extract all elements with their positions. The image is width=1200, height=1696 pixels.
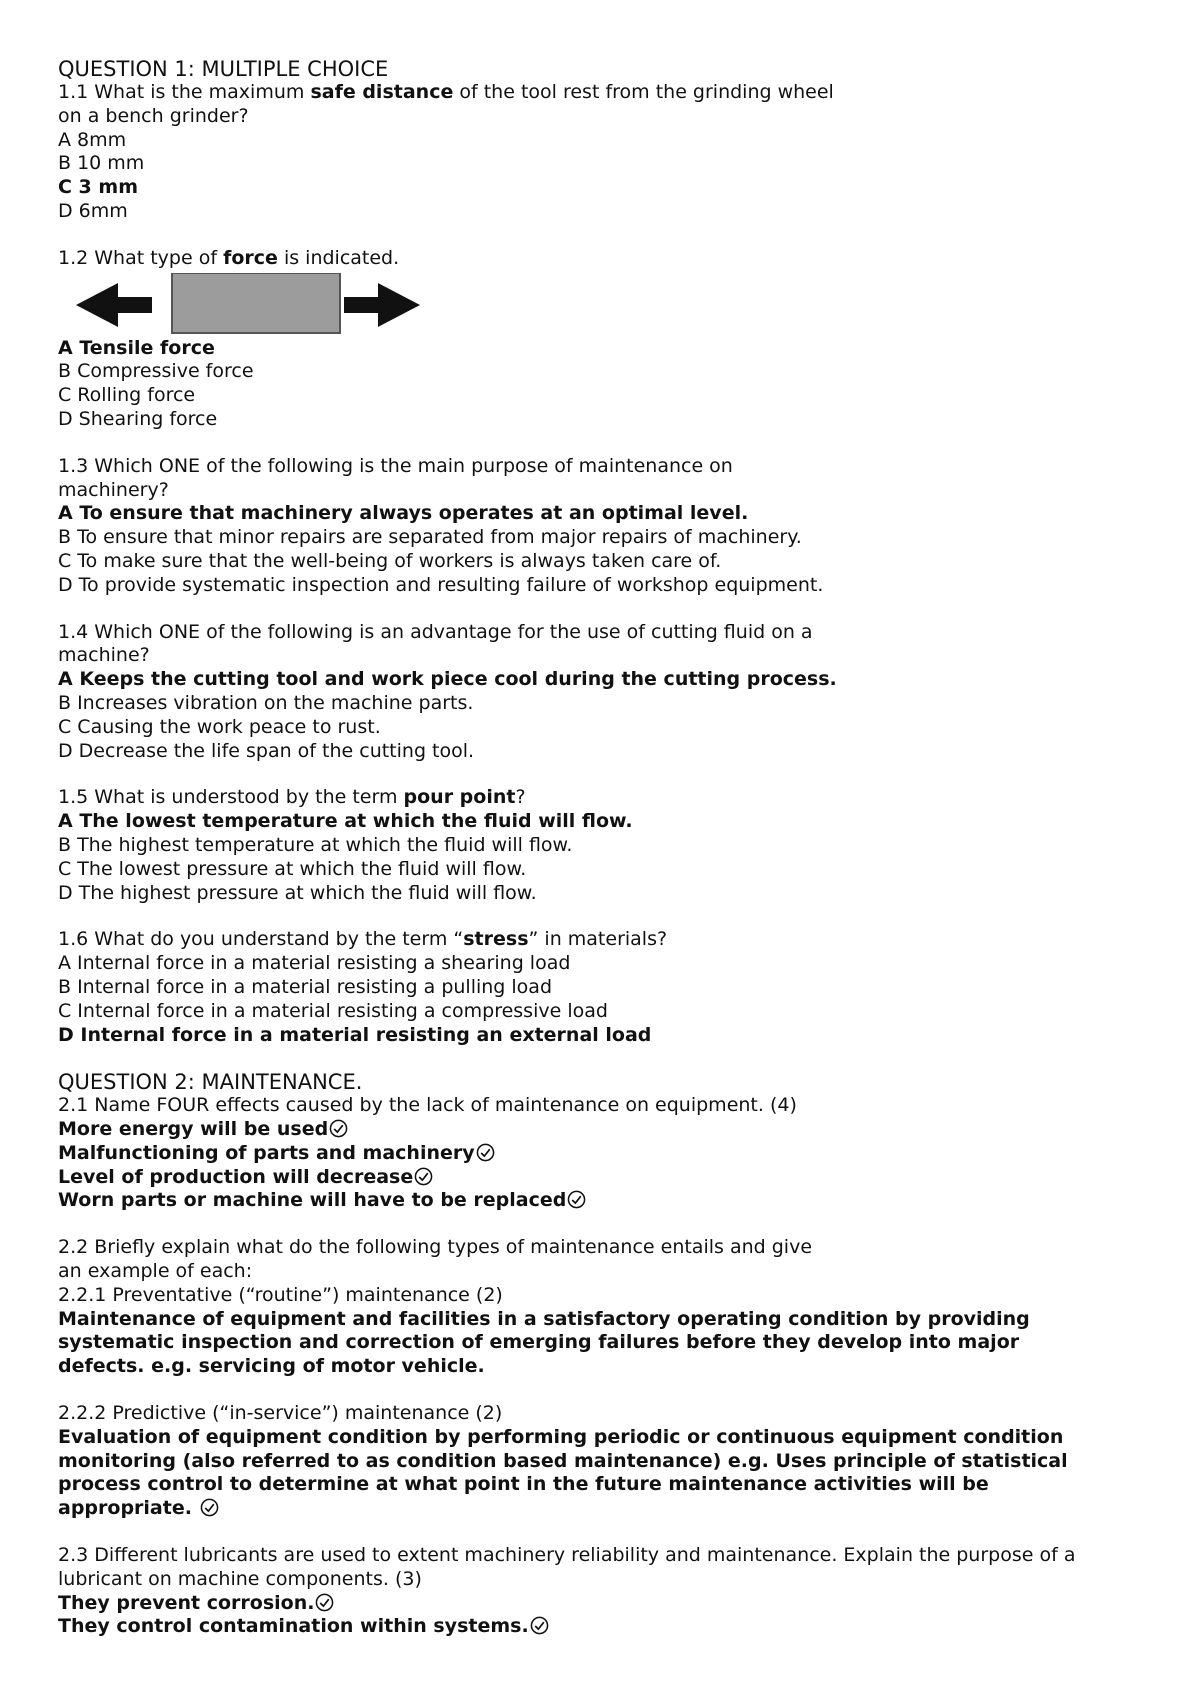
q2-3-answer: They control contamination within systems. (58, 1615, 1158, 1639)
left-arrow-icon (76, 283, 152, 327)
q1-4-option-d: D Decrease the life span of the cutting tool. (58, 739, 475, 762)
q2-2-1-stem: 2.2.1 Preventative (“routine”) maintenance (2) (58, 1283, 503, 1306)
q2-1-stem: 2.1 Name FOUR effects caused by the lack of maintenance on equipment. (4) (58, 1094, 797, 1117)
q2-2-2-answer-line: process control to determine at what point in the future maintenance activities will be (58, 1473, 989, 1496)
q1-3-option-a-correct: A To ensure that machinery always operates at an optimal level. (58, 502, 749, 525)
q2-2-2-answer-line: appropriate. (58, 1497, 1158, 1521)
q2-heading: QUESTION 2: MAINTENANCE. (58, 1070, 363, 1095)
tensile-force-diagram (76, 273, 436, 337)
q1-6-stem: 1.6 What do you understand by the term “stress” in materials? (58, 928, 668, 951)
check-mark-icon (476, 1143, 495, 1162)
q1-2-option-a-correct: A Tensile force (58, 336, 215, 359)
q1-1-stem-line2: on a bench grinder? (58, 104, 249, 127)
q2-3-stem-line2: lubricant on machine components. (3) (58, 1567, 422, 1590)
q2-1-answer: Malfunctioning of parts and machinery (58, 1142, 1158, 1166)
q1-2-option-d: D Shearing force (58, 407, 218, 430)
q2-3-answer: They prevent corrosion. (58, 1592, 1158, 1616)
q2-3-stem: 2.3 Different lubricants are used to extent machinery reliability and maintenance. Explain the purpose of a (58, 1544, 1076, 1567)
q1-2-option-c: C Rolling force (58, 384, 196, 407)
q1-5-option-d: D The highest pressure at which the fluid will flow. (58, 881, 537, 904)
q1-5-option-a-correct: A The lowest temperature at which the fluid will flow. (58, 810, 633, 833)
q2-2-2-answer-line: monitoring (also referred to as condition based maintenance) e.g. Uses principle of statistical (58, 1449, 1068, 1472)
q1-6-option-a: A Internal force in a material resisting a shearing load (58, 952, 571, 975)
q2-2-2-stem: 2.2.2 Predictive (“in-service”) maintenance (2) (58, 1402, 503, 1425)
check-mark-icon (530, 1616, 549, 1635)
check-mark-icon (315, 1593, 334, 1612)
right-arrow-icon (344, 283, 420, 327)
q1-1-option-c-correct: C 3 mm (58, 176, 138, 199)
q1-4-option-a-correct: A Keeps the cutting tool and work piece cool during the cutting process. (58, 668, 837, 691)
q1-4-stem: 1.4 Which ONE of the following is an advantage for the use of cutting fluid on a (58, 620, 813, 643)
q1-3-stem: 1.3 Which ONE of the following is the main purpose of maintenance on (58, 454, 733, 477)
document-body (58, 57, 1158, 1639)
q1-1-option-b: B 10 mm (58, 152, 145, 175)
q1-4-stem-line2: machine? (58, 644, 150, 667)
q1-4-option-c: C Causing the work peace to rust. (58, 715, 381, 738)
q2-2-1-answer-line: systematic inspection and correction of emerging failures before they develop into major (58, 1331, 1020, 1354)
q2-2-stem-line2: an example of each: (58, 1260, 253, 1283)
material-block (172, 273, 340, 333)
q1-3-option-d: D To provide systematic inspection and resulting failure of workshop equipment. (58, 573, 824, 596)
q2-2-2-answer-line: Evaluation of equipment condition by performing periodic or continuous equipment condition (58, 1425, 1064, 1448)
check-mark-icon (200, 1498, 219, 1517)
q2-1-answer: More energy will be used (58, 1118, 1158, 1142)
q2-1-answer: Level of production will decrease (58, 1166, 1158, 1190)
q1-5-option-b: B The highest temperature at which the fluid will flow. (58, 833, 573, 856)
q1-5-option-c: C The lowest pressure at which the fluid will flow. (58, 857, 527, 880)
q1-1-stem: 1.1 What is the maximum safe distance of the tool rest from the grinding wheel (58, 81, 834, 103)
q2-2-1-answer-line: defects. e.g. servicing of motor vehicle. (58, 1355, 485, 1378)
check-mark-icon (329, 1119, 348, 1138)
force-diagram-svg (76, 273, 436, 337)
check-mark-icon (567, 1190, 586, 1209)
q2-2-1-answer-line: Maintenance of equipment and facilities in a satisfactory operating condition by providing (58, 1307, 1030, 1330)
q1-3-option-c: C To make sure that the well-being of workers is always taken care of. (58, 549, 722, 572)
check-mark-icon (414, 1167, 433, 1186)
q1-1-option-d: D 6mm (58, 199, 128, 222)
q1-2-stem: 1.2 What type of force is indicated. (58, 246, 400, 269)
q1-3-option-b: B To ensure that minor repairs are separated from major repairs of machinery. (58, 526, 802, 549)
q1-3-stem-line2: machinery? (58, 478, 169, 501)
q1-heading: QUESTION 1: MULTIPLE CHOICE (58, 57, 389, 81)
q1-1-option-a: A 8mm (58, 128, 127, 151)
q1-2-option-b: B Compressive force (58, 360, 254, 383)
q2-1-answer: Worn parts or machine will have to be replaced (58, 1189, 1158, 1213)
q1-6-option-b: B Internal force in a material resisting a pulling load (58, 975, 553, 998)
q2-2-stem: 2.2 Briefly explain what do the following types of maintenance entails and give (58, 1236, 813, 1259)
q1-6-option-d-correct: D Internal force in a material resisting an external load (58, 1023, 652, 1046)
q1-4-option-b: B Increases vibration on the machine parts. (58, 691, 474, 714)
q1-6-option-c: C Internal force in a material resisting a compressive load (58, 999, 608, 1022)
q1-5-stem: 1.5 What is understood by the term pour point? (58, 786, 526, 809)
